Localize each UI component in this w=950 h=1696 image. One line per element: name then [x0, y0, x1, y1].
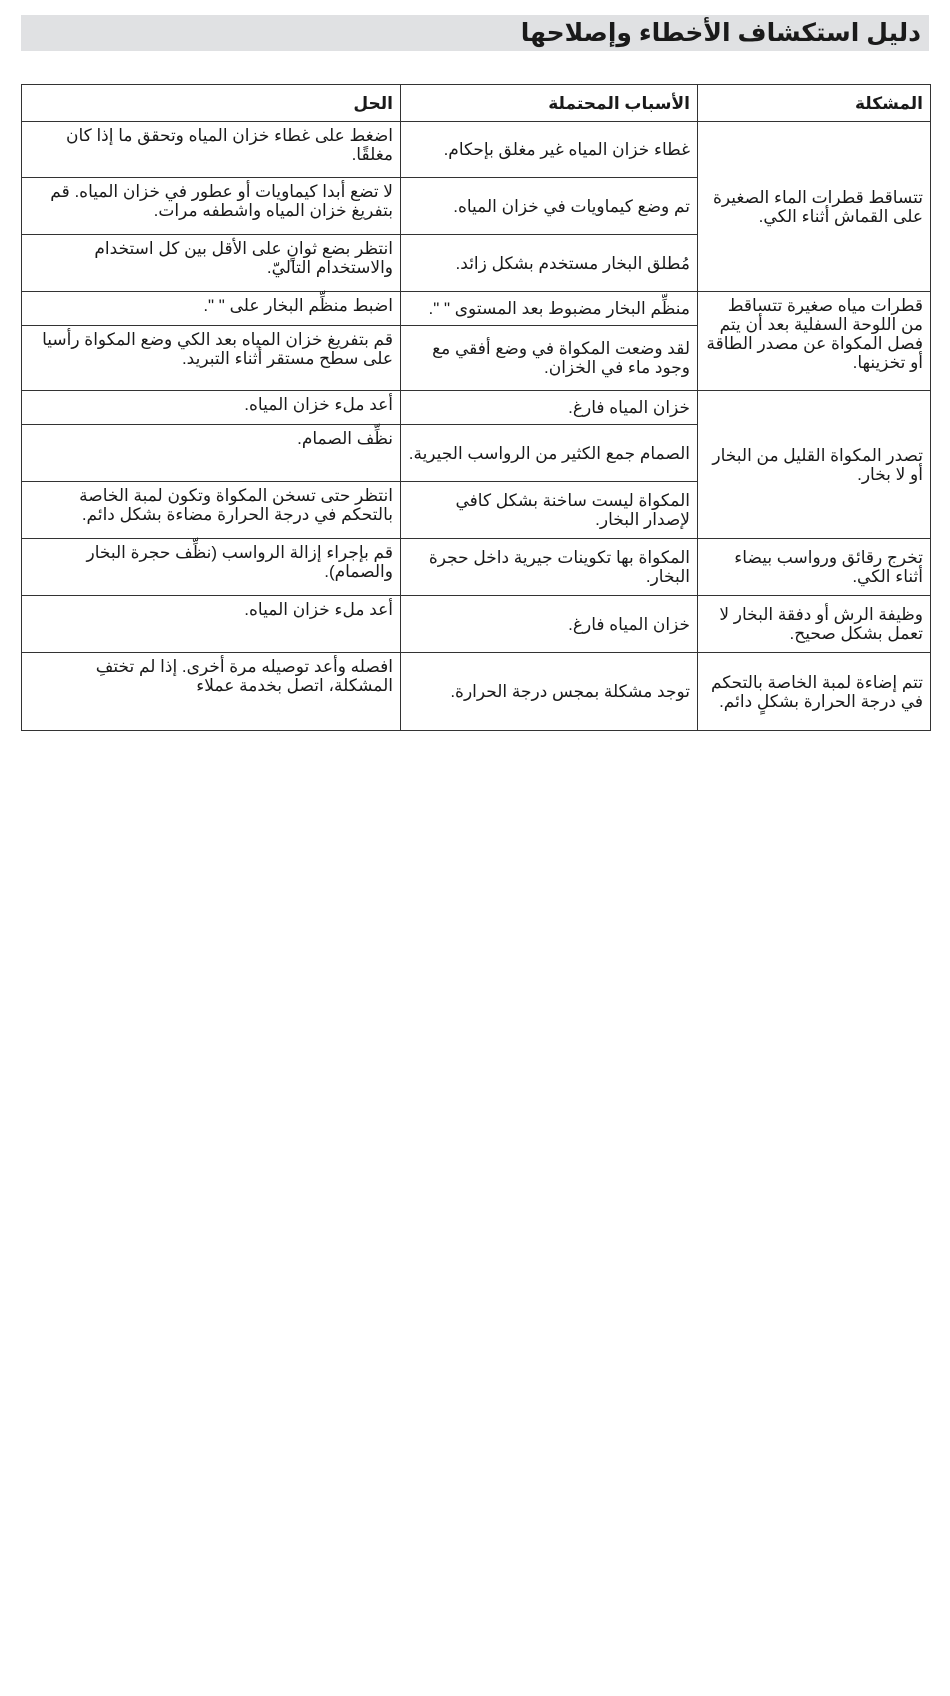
cause-cell: الصمام جمع الكثير من الرواسب الجيرية. — [401, 425, 698, 482]
page-title: دليل استكشاف الأخطاء وإصلاحها — [520, 19, 921, 47]
solution-cell: قم بإجراء إزالة الرواسب (نظِّف حجرة البخار والصمام). — [22, 539, 401, 596]
cause-cell: المكواة ليست ساخنة بشكل كافي لإصدار البخار. — [401, 482, 698, 539]
solution-cell: افصله وأعد توصيله مرة أخرى. إذا لم تختفِ المشكلة، اتصل بخدمة عملاء — [22, 653, 401, 731]
table-row — [22, 122, 931, 178]
cause-cell: مُطلق البخار مستخدم بشكل زائد. — [401, 235, 698, 292]
header-cause: الأسباب المحتملة — [401, 85, 698, 122]
table-row — [22, 653, 931, 731]
solution-cell: أعد ملء خزان المياه. — [22, 596, 401, 653]
table-row — [22, 539, 931, 596]
cause-cell: لقد وضعت المكواة في وضع أفقي مع وجود ماء في الخزان. — [401, 326, 698, 391]
solution-cell: نظِّف الصمام. — [22, 425, 401, 482]
table-header-row — [22, 85, 931, 122]
problem-cell: تتم إضاءة لمبة الخاصة بالتحكم في درجة الحرارة بشكلٍ دائم. — [698, 653, 931, 731]
solution-cell: اضبط منظِّم البخار على " ". — [22, 292, 401, 326]
table-row — [22, 292, 931, 326]
cause-cell: منظِّم البخار مضبوط بعد المستوى " ". — [401, 292, 698, 326]
cause-cell: تم وضع كيماويات في خزان المياه. — [401, 178, 698, 235]
solution-cell: اضغط على غطاء خزان المياه وتحقق ما إذا كان مغلقًا. — [22, 122, 401, 178]
solution-cell: انتظر حتى تسخن المكواة وتكون لمبة الخاصة بالتحكم في درجة الحرارة مضاءة بشكل دائم. — [22, 482, 401, 539]
cause-cell: توجد مشكلة بمجس درجة الحرارة. — [401, 653, 698, 731]
solution-cell: أعد ملء خزان المياه. — [22, 391, 401, 425]
problem-cell: وظيفة الرش أو دفقة البخار لا تعمل بشكل صحيح. — [698, 596, 931, 653]
solution-cell: قم بتفريغ خزان المياه بعد الكي وضع المكواة رأسيا على سطح مستقر أثناء التبريد. — [22, 326, 401, 391]
header-solution: الحل — [22, 85, 401, 122]
table-row — [22, 391, 931, 425]
solution-cell: لا تضع أبدا كيماويات أو عطور في خزان المياه. قم بتفريغ خزان المياه واشطفه مرات. — [22, 178, 401, 235]
header-problem: المشكلة — [698, 85, 931, 122]
problem-cell: تصدر المكواة القليل من البخار أو لا بخار. — [698, 391, 931, 539]
problem-cell: قطرات مياه صغيرة تتساقط من اللوحة السفلية بعد أن يتم فصل المكواة عن مصدر الطاقة أو تخزينها. — [698, 292, 931, 391]
cause-cell: غطاء خزان المياه غير مغلق بإحكام. — [401, 122, 698, 178]
cause-cell: المكواة بها تكوينات جيرية داخل حجرة البخار. — [401, 539, 698, 596]
cause-cell: خزان المياه فارغ. — [401, 596, 698, 653]
troubleshooting-table — [21, 84, 931, 731]
cause-cell: خزان المياه فارغ. — [401, 391, 698, 425]
problem-cell: تخرج رقائق ورواسب بيضاء أثناء الكي. — [698, 539, 931, 596]
problem-cell: تتساقط قطرات الماء الصغيرة على القماش أثناء الكي. — [698, 122, 931, 292]
solution-cell: انتظر بضع ثوانٍ على الأقل بين كل استخدام والاستخدام التاليّ. — [22, 235, 401, 292]
title-bar — [21, 15, 929, 51]
table-row — [22, 596, 931, 653]
